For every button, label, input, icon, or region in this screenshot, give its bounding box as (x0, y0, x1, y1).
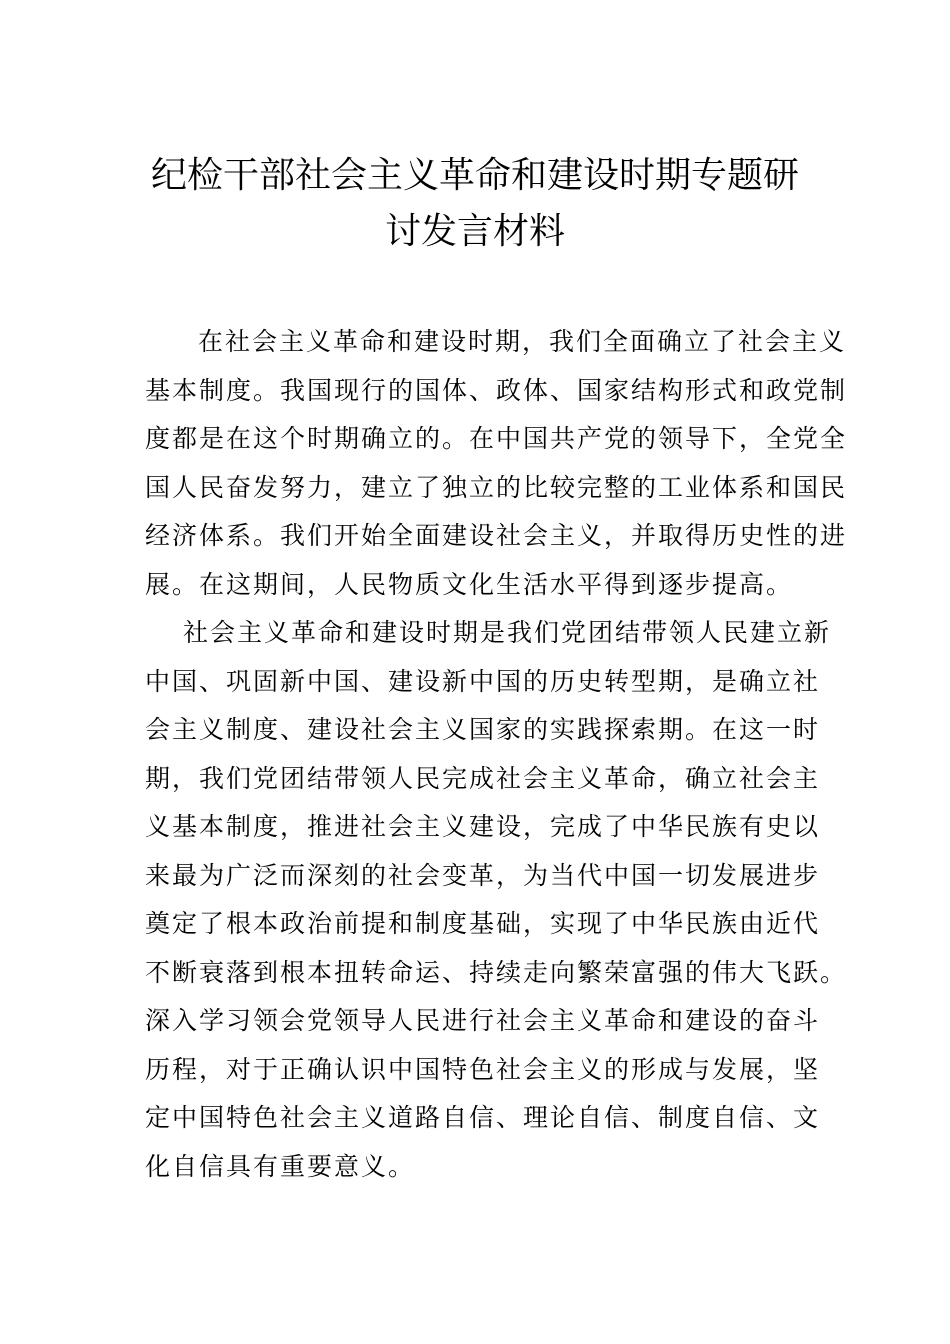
paragraph-line: 会主义制度、建设社会主义国家的实践探索期。在这一时 (145, 715, 821, 744)
paragraph-line: 历程，对于正确认识中国特色社会主义的形成与发展，坚 (145, 1054, 821, 1084)
paragraph-1 (145, 318, 848, 609)
document-body (145, 318, 848, 1191)
paragraph-line: 化自信具有重要意义。 (145, 1151, 416, 1181)
paragraph-line: 义基本制度，推进社会主义建设，完成了中华民族有史以 (145, 812, 821, 841)
title-line: 纪检干部社会主义革命和建设时期专题研 (150, 155, 799, 196)
paragraph-line: 基本制度。我国现行的国体、政体、国家结构形式和政党制 (145, 375, 848, 405)
paragraph-line: 展。在这期间，人民物质文化生活水平得到逐步提高。 (145, 569, 794, 599)
paragraph-2 (145, 609, 848, 1191)
paragraph-line: 期，我们党团结带领人民完成社会主义革命，确立社会主 (145, 763, 821, 793)
paragraph-line: 不断衰落到根本扭转命运、持续走向繁荣富强的伟大飞跃。 (145, 957, 848, 987)
paragraph-line: 度都是在这个时期确立的。在中国共产党的领导下，全党全 (145, 424, 848, 453)
paragraph-line: 深入学习领会党领导人民进行社会主义革命和建设的奋斗 (145, 1006, 821, 1035)
paragraph-line: 在社会主义革命和建设时期，我们全面确立了社会主义 (198, 327, 847, 356)
paragraph-line: 社会主义革命和建设时期是我们党团结带领人民建立新 (183, 618, 832, 647)
paragraph-line: 中国、巩固新中国、建设新中国的历史转型期，是确立社 (145, 666, 821, 696)
document-title (145, 148, 805, 260)
paragraph-line: 奠定了根本政治前提和制度基础，实现了中华民族由近代 (145, 909, 821, 938)
title-line: 讨发言材料 (384, 211, 565, 252)
paragraph-line: 定中国特色社会主义道路自信、理论自信、制度自信、文 (145, 1103, 821, 1132)
paragraph-line: 国人民奋发努力，建立了独立的比较完整的工业体系和国民 (145, 472, 848, 502)
paragraph-line: 经济体系。我们开始全面建设社会主义，并取得历史性的进 (145, 521, 848, 550)
paragraph-line: 来最为广泛而深刻的社会变革，为当代中国一切发展进步 (145, 860, 821, 890)
